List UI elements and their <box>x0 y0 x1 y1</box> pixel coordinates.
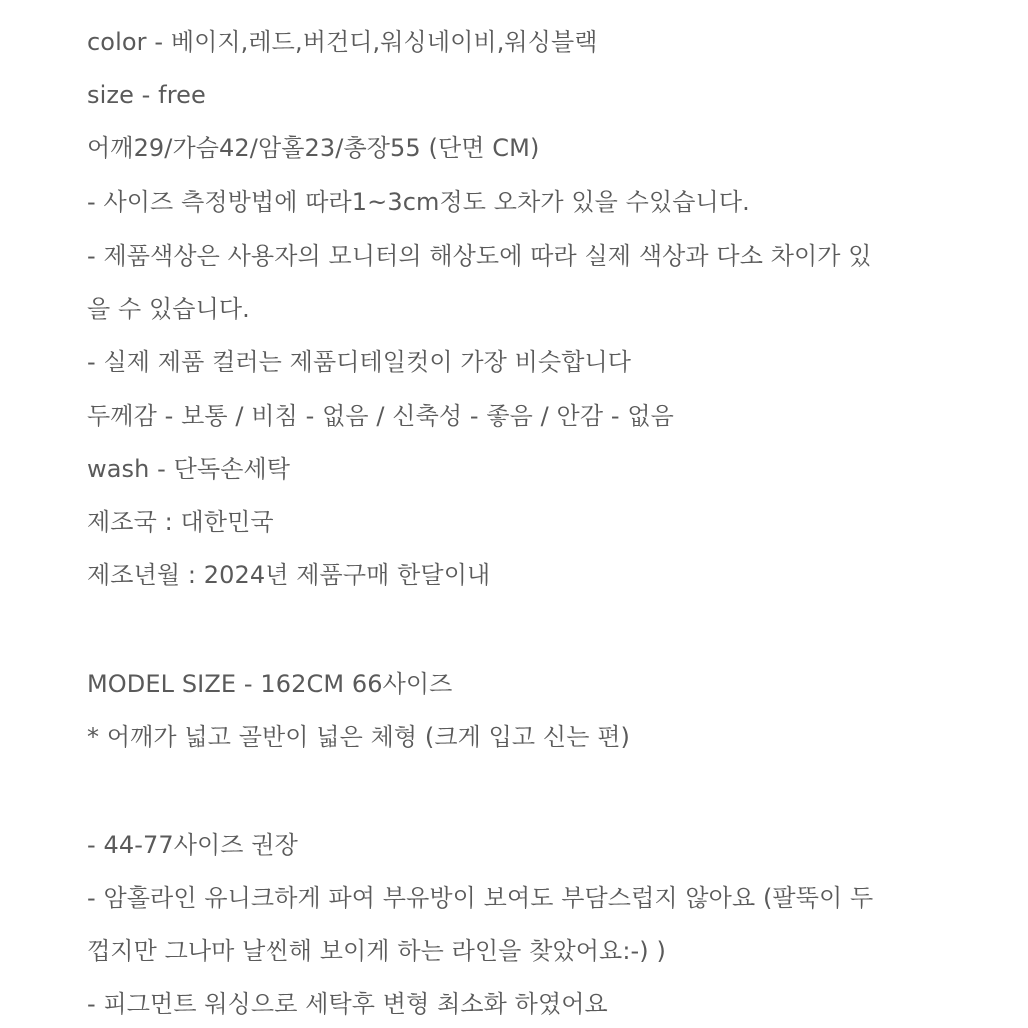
recommended-size-line: - 44-77사이즈 권장 <box>87 831 298 859</box>
model-size-line: MODEL SIZE - 162CM 66사이즈 <box>87 670 453 698</box>
armhole-line-1: - 암홀라인 유니크하게 파여 부유방이 보여도 부담스럽지 않아요 (팔뚝이 두 <box>87 884 874 912</box>
product-description <box>87 0 987 1028</box>
origin-line: 제조국 : 대한민국 <box>87 508 274 536</box>
color-line: color - 베이지,레드,버건디,워싱네이비,워싱블랙 <box>87 28 598 56</box>
armhole-line-2: 껍지만 그나마 날씬해 보이게 하는 라인을 찾았어요:-) ) <box>87 937 666 965</box>
detail-note-line: - 실제 제품 컬러는 제품디테일컷이 가장 비슷합니다 <box>87 348 632 376</box>
color-note-line-2: 을 수 있습니다. <box>87 295 250 323</box>
body-type-line: * 어깨가 넓고 골반이 넓은 체형 (크게 입고 신는 편) <box>87 723 630 751</box>
color-note-line-1: - 제품색상은 사용자의 모니터의 해상도에 따라 실제 색상과 다소 차이가 있 <box>87 242 872 270</box>
measurements-line: 어깨29/가슴42/암홀23/총장55 (단면 CM) <box>87 134 540 162</box>
measure-note-line: - 사이즈 측정방법에 따라1~3cm정도 오차가 있을 수있습니다. <box>87 188 750 216</box>
manufactured-line: 제조년월 : 2024년 제품구매 한달이내 <box>87 561 491 589</box>
size-line: size - free <box>87 81 206 109</box>
fabric-line: 두께감 - 보통 / 비침 - 없음 / 신축성 - 좋음 / 안감 - 없음 <box>87 402 674 430</box>
pigment-line: - 피그먼트 워싱으로 세탁후 변형 최소화 하였어요 <box>87 990 608 1018</box>
wash-line: wash - 단독손세탁 <box>87 455 291 483</box>
